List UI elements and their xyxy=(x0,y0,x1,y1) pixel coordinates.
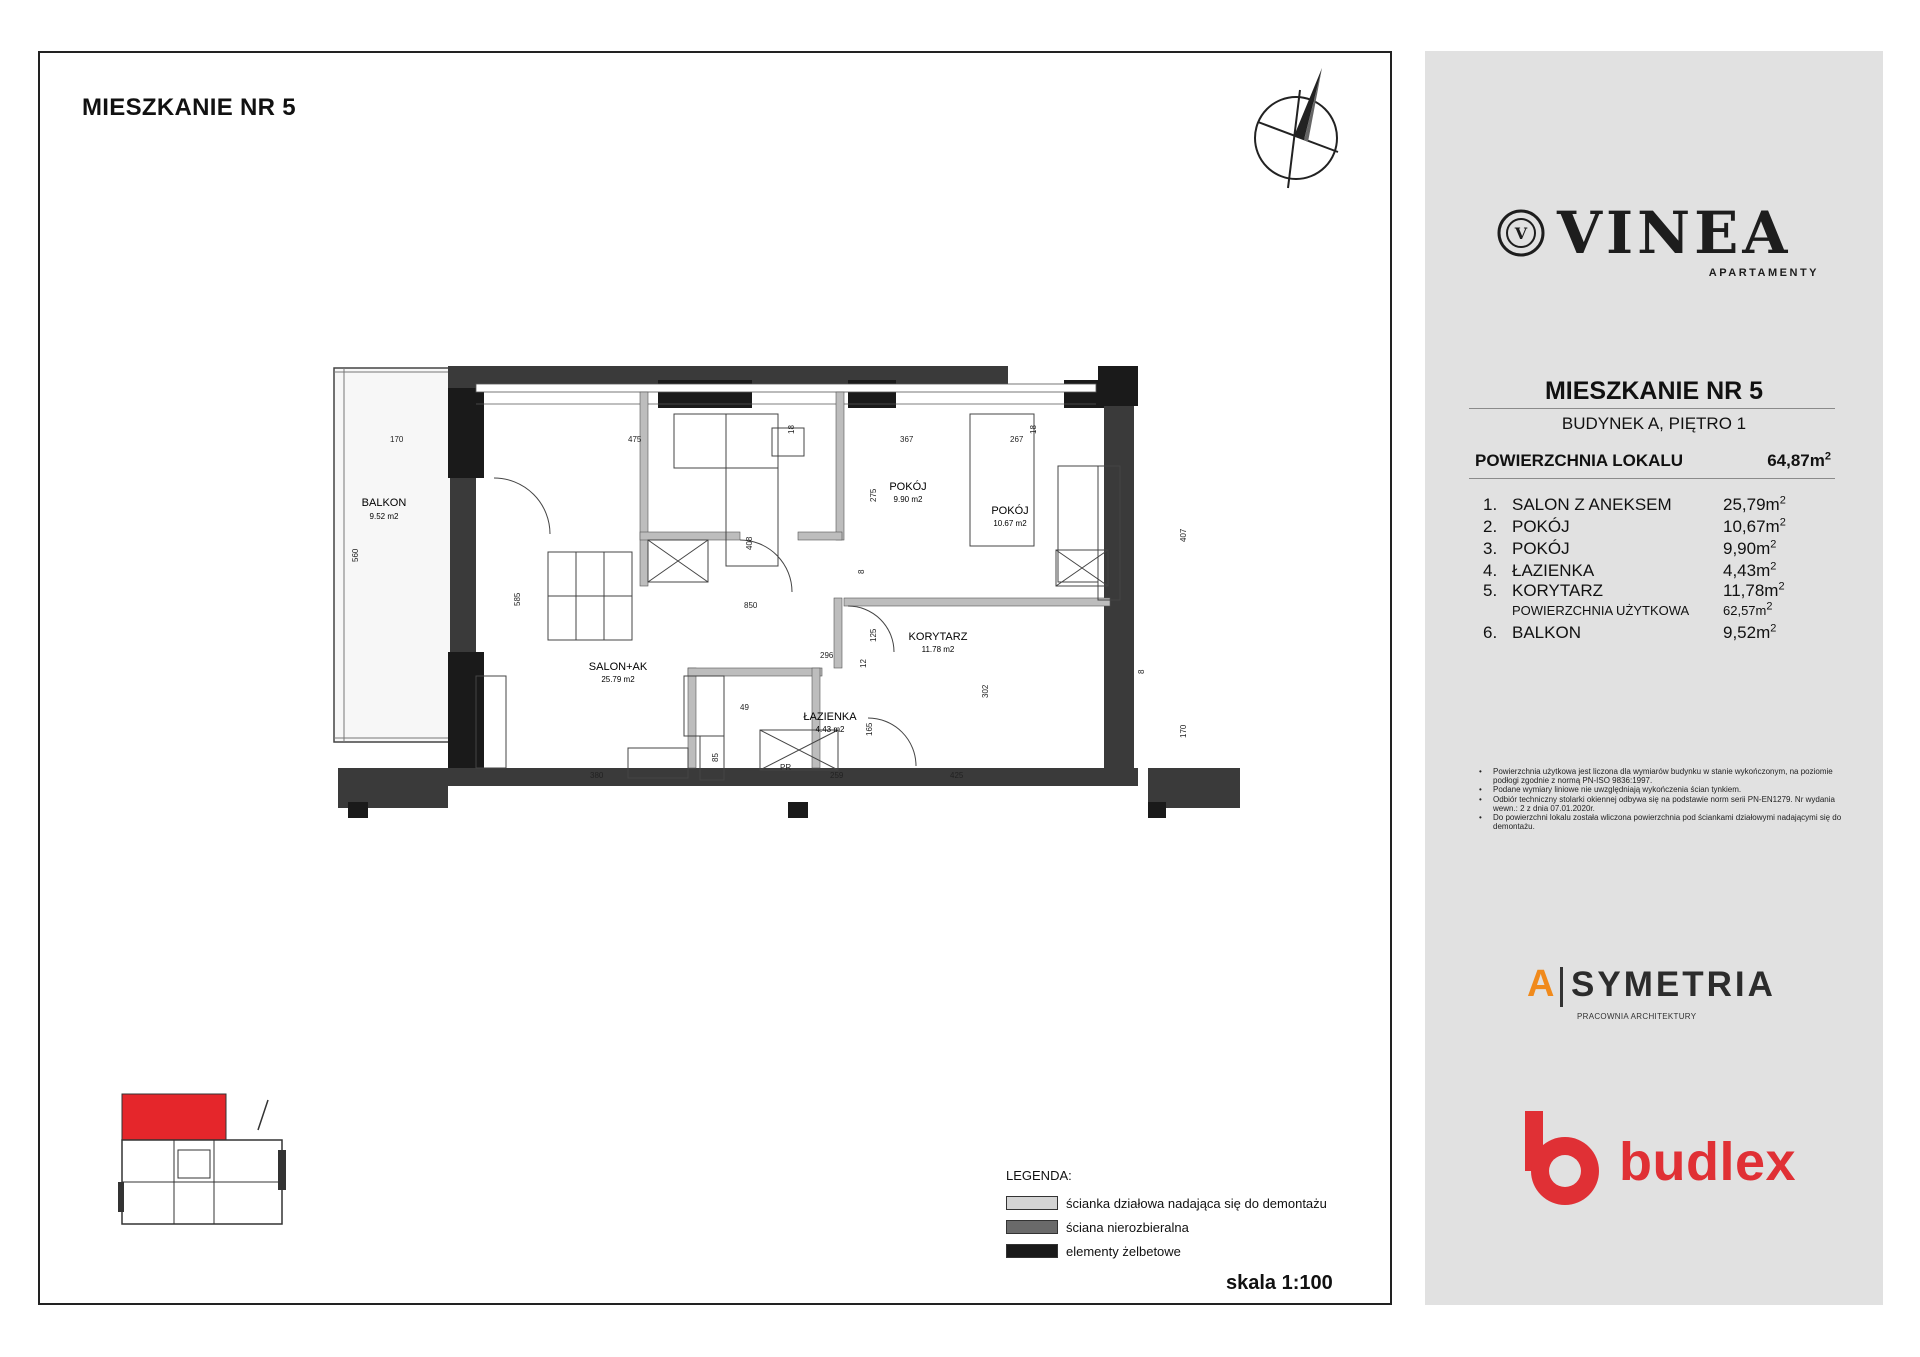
room-row: 1. SALON Z ANEKSEM $25,79m^2$ xyxy=(1483,494,1786,514)
room-label-pokoj-2: POKÓJ xyxy=(991,505,1029,517)
dim-label: 18 xyxy=(1029,425,1038,434)
room-area-pokoj-2: 10.67 m2 xyxy=(993,519,1027,528)
dim-label: 475 xyxy=(628,435,642,444)
room-label-pokoj-1: POKÓJ xyxy=(889,481,927,493)
dim-label: 267 xyxy=(1010,435,1024,444)
symetria-divider xyxy=(1560,967,1563,1007)
legend-item xyxy=(1006,1239,1327,1263)
note-item: • Powierzchnia użytkowa jest liczona dla wymiarów budynku w stanie wykończonym, na poziomie podłogi zgodnie z normą PN-ISO 9836:1997. xyxy=(1475,767,1855,785)
north-arrow-icon xyxy=(1250,64,1360,200)
legend-title: LEGENDA: xyxy=(1006,1168,1072,1183)
total-area-row xyxy=(1475,451,1831,471)
room-label-korytarz: KORYTARZ xyxy=(908,631,968,643)
vinea-logo xyxy=(1495,199,1825,279)
legend-swatch-light xyxy=(1006,1196,1058,1210)
budlex-logo xyxy=(1515,1109,1815,1219)
vinea-subtitle: APARTAMENTY xyxy=(1708,267,1819,279)
room-label-balkon: BALKON xyxy=(361,497,407,509)
dim-label: 408 xyxy=(745,536,754,550)
room-area-pokoj-1: 9.90 m2 xyxy=(893,495,923,504)
dim-label: 85 xyxy=(711,753,720,762)
plan-title: MIESZKANIE NR 5 xyxy=(82,94,296,121)
note-item: • Odbiór techniczny stolarki okiennej odbywa się na podstawie norm serii PN-EN1279. Nr wydania wewn.: 2 z dnia 07.01.2020r. xyxy=(1475,795,1855,813)
dim-label: 367 xyxy=(900,435,914,444)
vinea-mark-letter: V xyxy=(1514,224,1528,243)
dim-label: 259 xyxy=(830,771,844,780)
symetria-wordmark: SYMETRIA xyxy=(1571,965,1776,1004)
room-row: 4. ŁAZIENKA $4,43m^2$ xyxy=(1483,560,1777,580)
budlex-mark-icon xyxy=(1515,1109,1615,1209)
dim-label: 275 xyxy=(869,488,878,502)
divider xyxy=(1469,408,1835,409)
apartment-title: MIESZKANIE NR 5 xyxy=(1544,377,1764,405)
building-key-plan xyxy=(118,1090,298,1260)
room-label-lazienka: ŁAZIENKA xyxy=(803,711,857,723)
dim-label: 407 xyxy=(1179,528,1188,542)
room-row: 3. POKÓJ $9,90m^2$ xyxy=(1483,538,1777,558)
legend-swatch-medium xyxy=(1006,1220,1058,1234)
dim-label: 302 xyxy=(981,684,990,698)
vinea-wordmark: VINEA xyxy=(1557,199,1792,267)
note-item: • Podane wymiary liniowe nie uwzględniają wykończenia ścian tynkiem. xyxy=(1475,785,1855,794)
dim-label: 170 xyxy=(390,435,404,444)
apartment-subtitle: BUDYNEK A, PIĘTRO 1 xyxy=(1561,414,1747,433)
scale-label: skala 1:100 xyxy=(1226,1272,1333,1294)
symetria-logo xyxy=(1527,963,1787,1023)
room-area-salon: 25.79 m2 xyxy=(601,675,635,684)
room-area-lazienka: 4.43 m2 xyxy=(815,725,845,734)
total-area-label: POWIERZCHNIA LOKALU xyxy=(1475,451,1684,470)
dim-label: 380 xyxy=(590,771,604,780)
dim-label: 18 xyxy=(787,425,796,434)
room-area-balkon: 9.52 m2 xyxy=(369,512,399,521)
room-area-korytarz: 11.78 m2 xyxy=(921,645,955,654)
notes xyxy=(1475,767,1855,831)
usable-area-row: POWIERZCHNIA UŻYTKOWA $62,57m^2$ xyxy=(1512,600,1773,618)
divider xyxy=(1469,478,1835,479)
dim-label: 8 xyxy=(1137,669,1146,674)
legend-item xyxy=(1006,1191,1327,1215)
legend-label: ściana nierozbieralna xyxy=(1066,1219,1189,1235)
dim-label: 8 xyxy=(857,569,866,574)
room-row: 5. KORYTARZ $11,78m^2$ xyxy=(1483,580,1785,600)
room-label-salon: SALON+AK xyxy=(588,661,648,673)
dim-label: 296 xyxy=(820,651,834,660)
balcony-row: 6. BALKON $9,52m^2$ xyxy=(1483,622,1777,642)
symetria-subtitle: PRACOWNIA ARCHITEKTURY xyxy=(1577,1012,1697,1021)
dim-label: PR xyxy=(780,763,792,772)
floor-plan xyxy=(328,362,1248,824)
room-row: 2. POKÓJ $10,67m^2$ xyxy=(1483,516,1786,536)
legend-label: elementy żelbetowe xyxy=(1066,1243,1181,1259)
dim-label: 850 xyxy=(744,601,758,610)
dim-label: 425 xyxy=(950,771,964,780)
legend-item xyxy=(1006,1215,1327,1239)
info-panel xyxy=(1425,51,1883,1305)
dim-label: 125 xyxy=(869,628,878,642)
dim-label: 170 xyxy=(1179,724,1188,738)
symetria-letter: A xyxy=(1527,963,1555,1005)
dim-label: 165 xyxy=(865,722,874,736)
legend-swatch-dark xyxy=(1006,1244,1058,1258)
note-item: • Do powierzchni lokalu została wliczona powierzchnia pod ściankami działowymi nadającymi się do demontażu. xyxy=(1475,813,1855,831)
dim-label: 560 xyxy=(351,548,360,562)
vinea-mark-icon xyxy=(1495,207,1547,259)
legend-label: ścianka działowa nadająca się do demontażu xyxy=(1066,1195,1327,1211)
legend xyxy=(1006,1168,1327,1263)
dim-label: 49 xyxy=(740,703,749,712)
total-area-value: $64,87m^2$ xyxy=(1767,450,1831,470)
dim-label: 585 xyxy=(513,592,522,606)
dim-label: 12 xyxy=(859,659,868,668)
budlex-wordmark: budlex xyxy=(1619,1132,1797,1192)
